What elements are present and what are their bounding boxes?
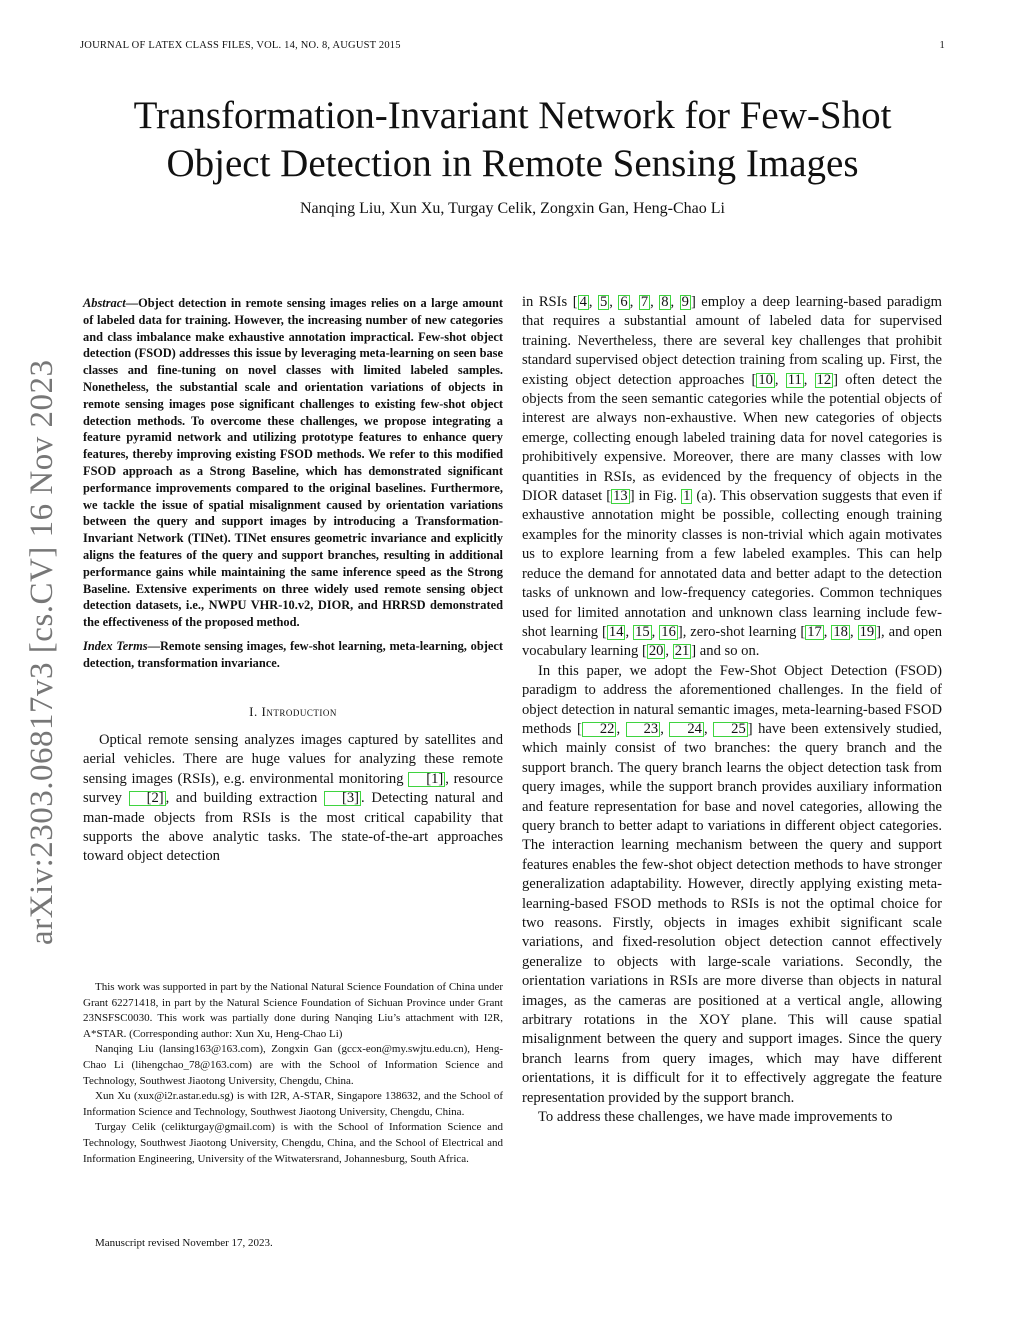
- arxiv-identifier: arXiv:2303.06817v3 [cs.CV] 16 Nov 2023: [24, 359, 60, 945]
- text-run: ] employ a deep learning-based paradigm that requires a substantial amount of labeled data for supervised training. Nevertheless, there are several key challenges that prohibit standard supervised object detection training from scaling up. First, the existing object detection approaches [: [522, 294, 943, 388]
- text-run: (a). This observation suggests that even if exhaustive annotation might be possible, collecting enough training examples for the minority classes is non-trivial which again motivates us to explore learning from a few labeled examples. This can help reduce the demand for annotated data and better adapt to the detection tasks of unknown and low-frequency categories. Common techniques used for limited annotation and unknown class learning include few-shot learning [: [522, 488, 942, 640]
- section-number: I.: [249, 703, 258, 719]
- citation-link[interactable]: 12: [816, 371, 832, 388]
- citation-link[interactable]: 4: [579, 294, 587, 310]
- text-run: ], and open vocabulary learning [: [522, 623, 942, 660]
- citation-link[interactable]: 9: [681, 294, 689, 310]
- text-run: ] often detect the objects from the seen semantic categories while the potential objects of interest are always non-exhaustive. When new categories of objects emerge, collecting enough labeled training data for novel categories is prohibitively expensive. Moreover, there are many classes with low quantities in RSIs, as evidenced by the frequency of objects in the DIOR dataset [: [522, 371, 943, 505]
- abstract: [83, 295, 503, 631]
- citation-link[interactable]: [2]: [130, 792, 165, 805]
- citation-link[interactable]: 21: [674, 643, 690, 660]
- author-list: Nanqing Liu, Xun Xu, Turgay Celik, Zongxin Gan, Heng-Chao Li: [299, 200, 725, 217]
- left-column: [83, 295, 503, 867]
- section-title: Introduction: [261, 703, 337, 719]
- citation-link[interactable]: 8: [661, 294, 669, 310]
- figure-link[interactable]: 1: [683, 488, 691, 505]
- right-column: [522, 293, 942, 1127]
- citation-link[interactable]: 25: [714, 723, 747, 736]
- funding-footnote: This work was supported in part by the National Natural Science Foundation of China under Grant 62271418, in part by the Natural Science Foundation of Sichuan Province under Grant 23NSFSC0030. This work was partially done during Nanqing Liu’s attachment with I2R, A*STAR. (Corresponding author: Xun Xu, Heng-Chao Li): [83, 981, 503, 1040]
- citation-link[interactable]: 10: [758, 371, 773, 388]
- citation-link[interactable]: 5: [599, 294, 608, 310]
- page-number: 1: [939, 40, 945, 51]
- paragraph-contributions: To address these challenges, we have made improvements to: [538, 1109, 893, 1126]
- text-run: ] in Fig.: [629, 488, 682, 505]
- index-terms: [83, 638, 503, 672]
- citation-link[interactable]: 6: [620, 294, 628, 310]
- abstract-label: Abstract: [83, 296, 126, 310]
- affiliation-footnote: Nanqing Liu (lansing163@163.com), Zongxin Gan (gccx-eon@my.swjtu.edu.cn), Heng-Chao Li (lihengchao_78@163.com) are with the School of Information Science and Technology, Southwest Jiaotong University, Chengdu, China.: [83, 1043, 503, 1087]
- citation-link[interactable]: 24: [670, 723, 703, 736]
- affiliation-footnote: Xun Xu (xux@i2r.astar.edu.sg) is with I2R, A-STAR, Singapore 138632, and the School of Information Science and Technology, Southwest Jiaotong University, Chengdu, China.: [83, 1090, 503, 1118]
- citation-link[interactable]: 13: [613, 488, 628, 505]
- citation-link[interactable]: 23: [627, 723, 660, 736]
- abstract-text: —Object detection in remote sensing images relies on a large amount of labeled data for training. However, the increasing number of new categories and class imbalance make exhaustive annotation impractical. Few-shot object detection (FSOD) addresses this issue by leveraging meta-learning on seen base classes and fine-tuning on novel classes with limited labeled samples. Nonetheless, the substantial scale and orientation variations of objects in remote sensing images pose significant challenges to existing few-shot object detection methods. To overcome these challenges, we propose integrating a feature pyramid network and utilizing prototype features to enhance query features, thereby improving existing FSOD methods. We refer to this modified FSOD approach as a Strong Baseline, which has demonstrated significant performance improvements compared to the original baselines. Furthermore, we tackle the issue of spatial misalignment caused by orientation variations between the query and support images by introducing a Transformation-Invariant Network (TINet). TINet ensures geometric invariance and explicitly aligns the features of the query and support branches, resulting in additional performance gains while maintaining the same inference speed as the Strong Baseline. Extensive experiments on three widely used remote sensing object detection datasets, i.e., NWPU VHR-10.v2, DIOR, and HRRSD demonstrated the effectiveness of the proposed method.: [83, 296, 503, 630]
- citation-link[interactable]: 19: [859, 623, 875, 640]
- text-run: ] have been extensively studied, which mainly consist of two branches: the query branch and the support branch. The query branch learns the object detection task from query images, while the support branch provides auxiliary information and feature representation for base and novel categories, allowing the query branch to better adapt to variations in different object categories. The interaction learning mechanism between the query and support features enables the few-shot object detection methods to have stronger generalization adaptability. However, directly applying existing meta-learning-based FSOD methods to RSIs is not the optimal choice for two reasons. Firstly, objects in images exhibit significant scale variations, and fixed-resolution object detection cannot effectively generalize to objects with large-scale variations. Secondly, the orientation variations in RSIs are more diverse than objects in natural images, as the cameras are positioned at a vertical angle, allowing arbitrary rotations in the XOY plane. This will cause spatial misalignment between the query and support images. Since the query branch learns from query images, which may have different orientations, it is difficult for it to effectively aggregate the feature representation provided by the support branch.: [522, 720, 943, 1106]
- text-run: in RSIs [: [522, 294, 578, 310]
- text-run: . Detecting natural and man-made objects from RSIs is the most critical capability that supports the above analytic tasks. The state-of-the-art approaches toward object detection: [83, 790, 503, 865]
- citation-link[interactable]: 11: [787, 371, 802, 388]
- text-run: , resource survey: [83, 770, 503, 807]
- affiliation-footnote: Turgay Celik (celikturgay@gmail.com) is with the School of Information Science and Technology, Southwest Jiaotong University, Chengdu, China, and the School of Electrical and Information Engineering, University of the Witwatersrand, Johannesburg, South Africa.: [83, 1121, 503, 1165]
- citation-link[interactable]: [1]: [409, 773, 444, 786]
- index-terms-text: —Remote sensing images, few-shot learning, meta-learning, object detection, transformation invariance.: [83, 638, 503, 670]
- citation-link[interactable]: [3]: [325, 792, 360, 805]
- text-run: ] and so on.: [691, 643, 760, 660]
- manuscript-note: Manuscript revised November 17, 2023.: [95, 1237, 273, 1249]
- citation-link[interactable]: 16: [661, 623, 676, 640]
- citation-link[interactable]: 17: [807, 623, 822, 640]
- citation-link[interactable]: 18: [833, 623, 848, 640]
- intro-paragraph: [83, 731, 503, 867]
- paragraph-motivation: in RSIs [ 4 , 5 , 6 , 7 , 8 , 9 ] employ a deep learning-based paradigm that requires a substantial amount of labeled data for supervised training. Nevertheless, there are several key challenges that prohibit standard supervised object detection training from scaling up. First, the existing object detection approaches [ 10 , 11 , 12 ] often detect the objects from the seen semantic categories while the potential objects of interest are always non-exhaustive. When new categories of objects emerge, collecting enough labeled training data for novel categories is prohibitively expensive. Moreover, there are many classes with low quantities in RSIs, as evidenced by the frequency of objects in the DIOR dataset [ 13 ] in Fig. 1 (a). This observation suggests that even if exhaustive annotation might be possible, collecting enough training examples for the minority classes is non-trivial which again motivates us to explore learning from a few labeled examples. This can help reduce the demand for annotated data and better adapt to the detection tasks of unknown and low-frequency categories. Common techniques used for limited annotation and unknown class learning include few-shot learning [ 14 , 15 , 16 ], zero-shot learning [ 17 , 18 , 19 ], and open vocabulary learning [ 20 , 21 ] and so on.: [522, 294, 943, 660]
- citation-link[interactable]: 22: [583, 723, 616, 736]
- text-run: , and building extraction: [165, 790, 324, 807]
- citation-link[interactable]: 7: [640, 294, 649, 310]
- running-header: [80, 40, 945, 56]
- citation-link[interactable]: 20: [648, 643, 664, 660]
- section-heading-introduction: [83, 702, 503, 721]
- text-run: ], zero-shot learning [: [677, 623, 806, 640]
- text-run: Optical remote sensing analyzes images captured by satellites and aerial vehicles. There are huge values for analyzing these remote sensing images (RSIs), e.g. environmental monitoring: [83, 731, 503, 787]
- citation-link[interactable]: 15: [635, 623, 650, 640]
- paragraph-approach: In this paper, we adopt the Few-Shot Object Detection (FSOD) paradigm to address the aforementioned challenges. In the field of object detection in natural semantic images, meta-learning-based FSOD methods [ 22 , 23 , 24 , 25 ] have been extensively studied, which mainly consist of two branches: the query branch and the support branch. The query branch learns the object detection task from query images, while the support branch provides auxiliary information and feature representation for base and novel categories, allowing the query branch to better adapt to variations in different object categories. The interaction learning mechanism between the query and support features enables the few-shot object detection methods to have stronger generalization adaptability. However, directly applying existing meta-learning-based FSOD methods to RSIs is not the optimal choice for two reasons. Firstly, objects in images exhibit significant scale variations, and fixed-resolution object detection cannot effectively generalize to objects with large-scale variations. Secondly, the orientation variations in RSIs are more diverse than objects in natural images, as the cameras are positioned at a vertical angle, allowing arbitrary rotations in the XOY plane. This will cause spatial misalignment between the query and support images. Since the query branch learns from query images, which may have different orientations, it is difficult for it to effectively aggregate the feature representation provided by the support branch.: [522, 662, 943, 1106]
- footnotes: [83, 980, 503, 1167]
- index-terms-label: Index Terms: [83, 638, 148, 653]
- journal-name: JOURNAL OF LATEX CLASS FILES, VOL. 14, NO. 8, AUGUST 2015: [80, 40, 401, 51]
- paper-title: Transformation-Invariant Network for Few-Shot Object Detection in Remote Sensing Images: [133, 94, 892, 185]
- text-run: In this paper, we adopt the Few-Shot Object Detection (FSOD) paradigm to address the aforementioned challenges. In the field of object detection in natural semantic images, meta-learning-based FSOD methods [: [522, 662, 942, 737]
- citation-link[interactable]: 14: [608, 623, 624, 640]
- introduction-body: [83, 731, 503, 867]
